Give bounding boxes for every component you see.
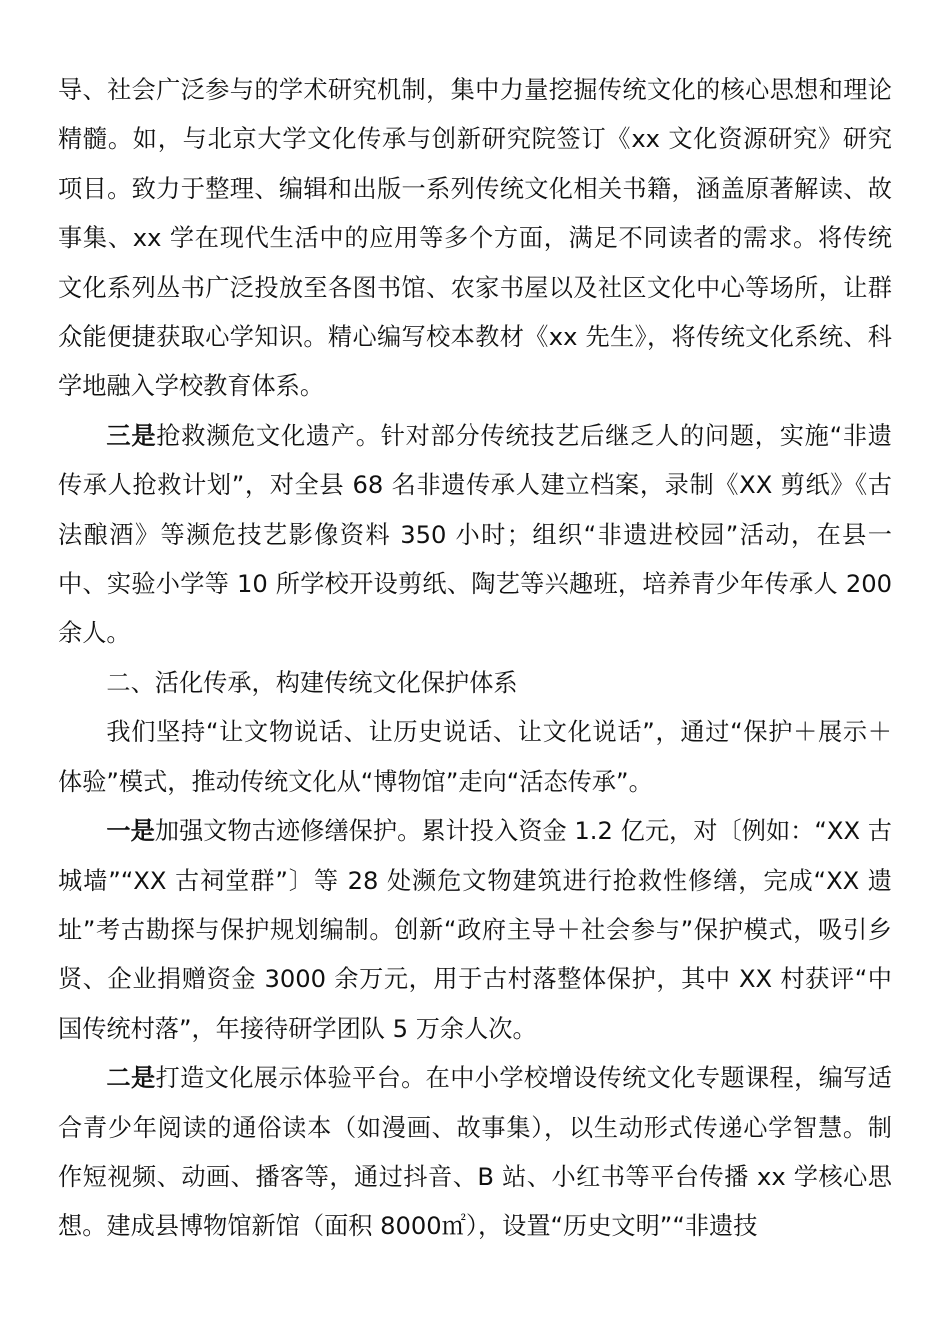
paragraph-4-text: 我们坚持“让文物说话、让历史说话、让文化说话”，通过“保护＋展示＋体验”模式，推动传统文化从“博物馆”走向“活态传承”。 <box>58 718 892 796</box>
paragraph-6 <box>58 1054 892 1252</box>
paragraph-5-lead: 一是 <box>106 817 155 846</box>
paragraph-1 <box>58 66 892 412</box>
paragraph-6-lead: 二是 <box>106 1064 156 1093</box>
paragraph-6-text: 打造文化展示体验平台。在中小学校增设传统文化专题课程，编写适合青少年阅读的通俗读本（如漫画、故事集），以生动形式传递心学智慧。制作短视频、动画、播客等，通过抖音、B 站、小红书等平台传播 xx 学核心思想。建成县博物馆新馆（面积 8000㎡），设置“历史文明”“非遗技 <box>58 1064 892 1241</box>
paragraph-5-text: 加强文物古迹修缮保护。累计投入资金 1.2 亿元，对〔例如：“XX 古城墙”“XX 古祠堂群”〕等 28 处濒危文物建筑进行抢救性修缮，完成“XX 遗址”考古勘探与保护规划编制。创新“政府主导＋社会参与”保护模式，吸引乡贤、企业捐赠资金 3000 余万元，用于古村落整体保护，其中 XX 村获评“中国传统村落”，年接待研学团队 5 万余人次。 <box>58 817 892 1043</box>
paragraph-5 <box>58 807 892 1054</box>
paragraph-2-lead: 三是 <box>106 421 157 450</box>
paragraph-4 <box>58 708 892 807</box>
paragraph-2 <box>58 412 892 659</box>
paragraph-1-text: 导、社会广泛参与的学术研究机制，集中力量挖掘传统文化的核心思想和理论精髓。如，与北京大学文化传承与创新研究院签订《xx 文化资源研究》研究项目。致力于整理、编辑和出版一系列传统文化相关书籍，涵盖原著解读、故事集、xx 学在现代生活中的应用等多个方面，满足不同读者的需求。将传统文化系列丛书广泛投放至各图书馆、农家书屋以及社区文化中心等场所，让群众能便捷获取心学知识。精心编写校本教材《xx 先生》，将传统文化系统、科学地融入学校教育体系。 <box>58 76 892 401</box>
section-heading <box>58 659 892 708</box>
section-heading-text: 二、活化传承，构建传统文化保护体系 <box>106 668 518 697</box>
document-page <box>58 66 892 1252</box>
paragraph-2-text: 抢救濒危文化遗产。针对部分传统技艺后继乏人的问题，实施“非遗传承人抢救计划”，对全县 68 名非遗传承人建立档案，录制《XX 剪纸》《古法酿酒》等濒危技艺影像资料 350 小时；组织“非遗进校园”活动，在县一中、实验小学等 10 所学校开设剪纸、陶艺等兴趣班，培养青少年传承人 200 余人。 <box>58 421 892 648</box>
